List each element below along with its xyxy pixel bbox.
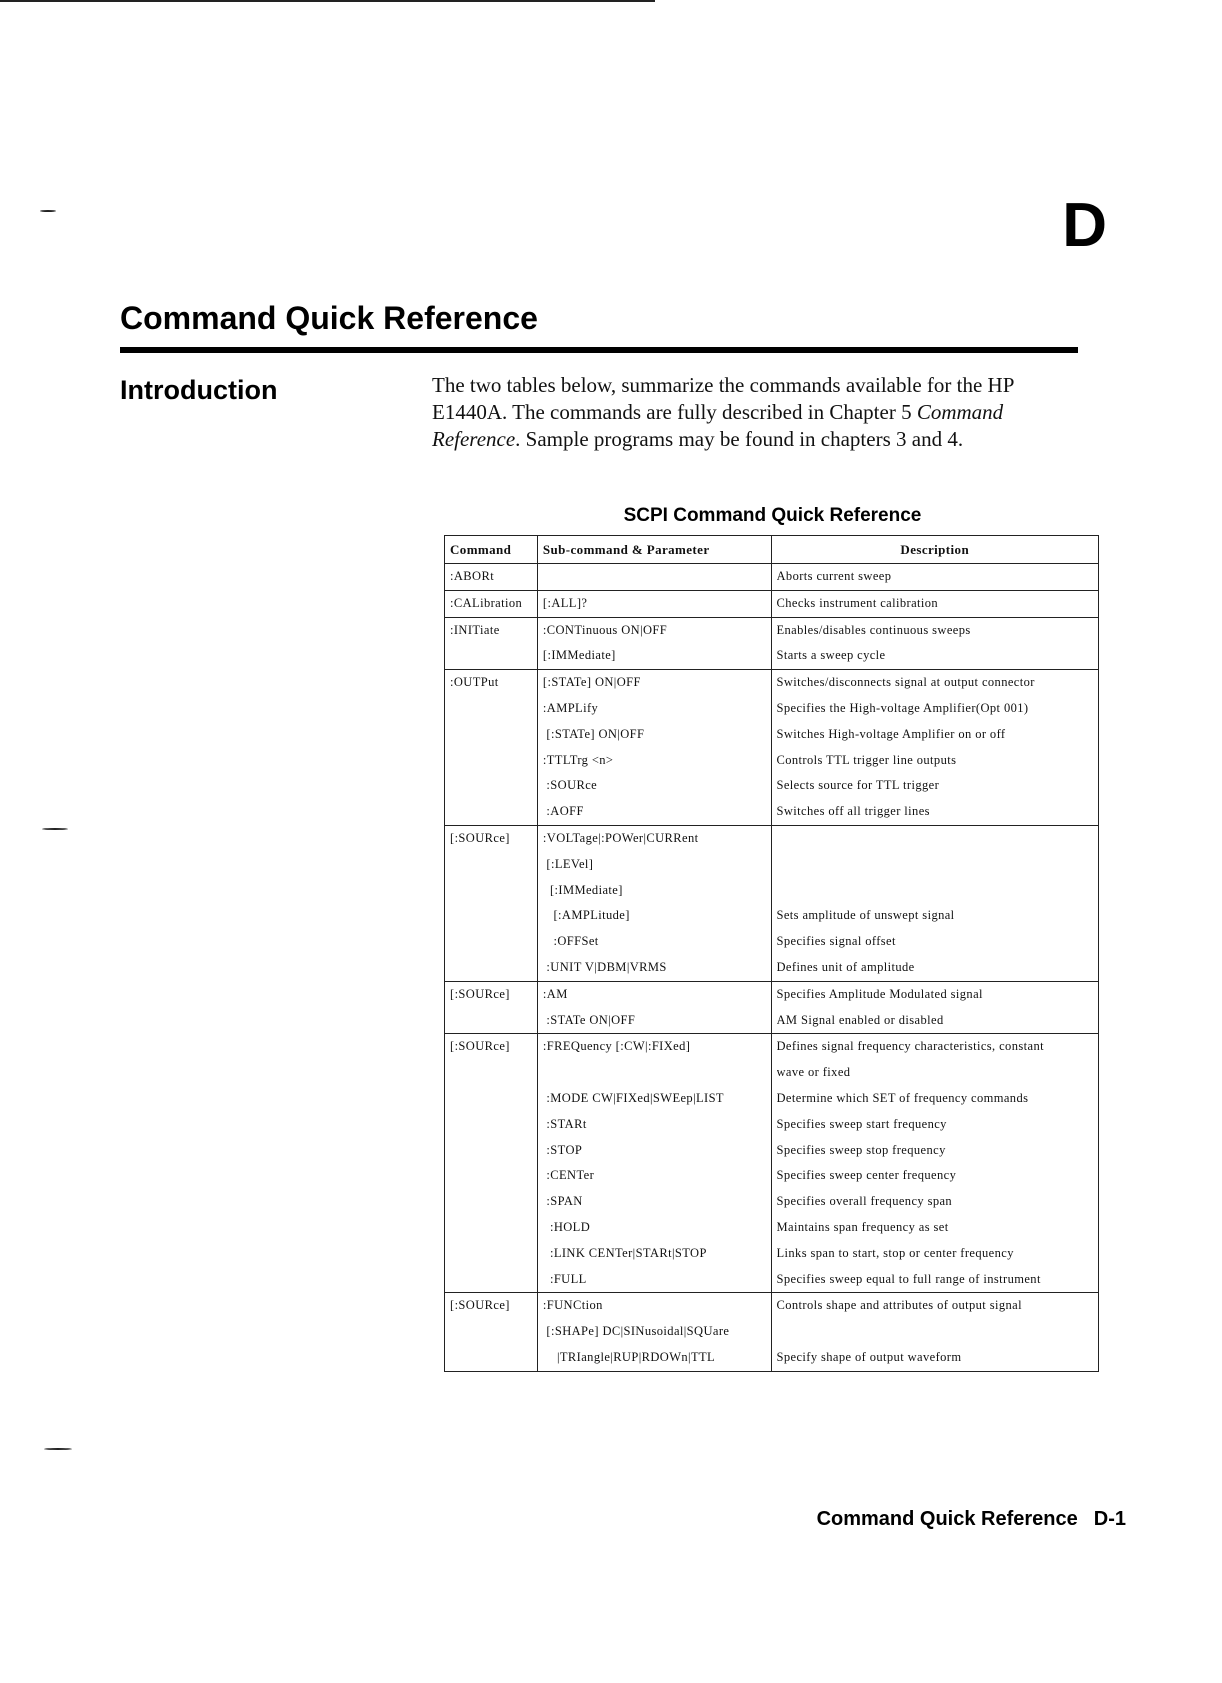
description-line: Switches High-voltage Amplifier on or off: [776, 726, 1006, 741]
description-cell: [771, 1034, 1099, 1293]
command-cell: [445, 670, 538, 826]
command-cell: [445, 590, 538, 617]
table-row: [445, 590, 1099, 617]
table-row: [445, 825, 1099, 981]
column-header-subcommand: Sub-command & Parameter: [537, 536, 771, 564]
description-line: Specifies sweep start frequency: [776, 1116, 947, 1131]
subcommand-line: [:AMPLitude]: [542, 908, 630, 923]
table-row: [445, 670, 1099, 826]
subcommand-cell: [537, 1293, 771, 1371]
command-cell: [445, 825, 538, 981]
subcommand-cell: [537, 590, 771, 617]
title-rule: [120, 347, 1078, 353]
subcommand-line: |TRIangle|RUP|RDOWn|TTL: [542, 1349, 716, 1364]
description-line: Switches off all trigger lines: [776, 804, 930, 819]
subcommand-line: :CONTinuous ON|OFF: [542, 622, 668, 637]
description-line: [777, 826, 1094, 852]
page-number: D-1: [1093, 1508, 1126, 1530]
margin-mark: [42, 828, 68, 830]
chapter-title: Command Quick Reference: [120, 300, 538, 336]
description-line: Specifies overall frequency span: [776, 1194, 953, 1209]
description-line: Enables/disables continuous sweeps: [776, 622, 971, 637]
subcommand-line: :UNIT V|DBM|VRMS: [542, 959, 667, 974]
description-line: Maintains span frequency as set: [776, 1219, 949, 1234]
description-line: [777, 878, 1094, 904]
description-line: Specify shape of output waveform: [776, 1349, 962, 1364]
description-line: Switches/disconnects signal at output connector: [776, 675, 1035, 690]
command-name: [:SOURce]: [450, 1298, 510, 1313]
subcommand-line: :STATe ON|OFF: [542, 1012, 636, 1027]
description-line: Defines unit of amplitude: [776, 959, 915, 974]
description-line: [777, 852, 1094, 878]
margin-mark: [44, 1448, 72, 1450]
table-body: [445, 564, 1099, 1372]
table-row: [445, 617, 1099, 670]
description-line: Specifies the High-voltage Amplifier(Opt 001): [776, 700, 1029, 715]
intro-text: The two tables below, summarize the commands available for the HP E1440A. The commands are fully described in Chapter 5: [432, 373, 1014, 424]
subcommand-line: :VOLTage|:POWer|CURRent: [542, 830, 699, 845]
subcommand-line: [:STATe] ON|OFF: [542, 726, 645, 741]
subcommand-line: [:STATe] ON|OFF: [542, 675, 641, 690]
description-line: Checks instrument calibration: [776, 595, 939, 610]
description-line: Specifies signal offset: [776, 934, 896, 949]
subcommand-cell: [537, 1034, 771, 1293]
subcommand-line: :STARt: [542, 1116, 587, 1131]
subcommand-line: [:SHAPe] DC|SINusoidal|SQUare: [542, 1324, 730, 1339]
subcommand-cell: [537, 564, 771, 591]
command-table: [444, 535, 1099, 1372]
command-name: :INITiate: [450, 622, 500, 637]
command-name: [:SOURce]: [450, 1039, 510, 1054]
description-cell: [771, 981, 1099, 1034]
column-header-command: Command: [445, 536, 538, 564]
description-line: Aborts current sweep: [776, 569, 892, 583]
chapter-reference: Command Reference: [432, 400, 1004, 451]
subcommand-line: [:LEVel]: [542, 856, 594, 871]
subcommand-cell: [537, 981, 771, 1034]
description-line: Controls TTL trigger line outputs: [776, 752, 957, 767]
subcommand-line: :CENTer: [542, 1168, 595, 1183]
description-cell: [771, 617, 1099, 670]
command-name: [:SOURce]: [450, 830, 510, 845]
command-cell: [445, 981, 538, 1034]
table-header-row: [445, 536, 1099, 564]
description-line: Links span to start, stop or center frequency: [776, 1245, 1014, 1260]
subcommand-line: :HOLD: [542, 1219, 591, 1234]
subcommand-line: :SPAN: [542, 1194, 583, 1209]
subcommand-line: :SOURce: [542, 778, 598, 793]
description-line: Defines signal frequency characteristics, constant: [776, 1039, 1044, 1054]
description-cell: [771, 1293, 1099, 1371]
subcommand-line: :FULL: [542, 1271, 587, 1286]
subcommand-line: :AMPLify: [542, 700, 599, 715]
description-line: Specifies sweep equal to full range of instrument: [776, 1271, 1041, 1286]
description-line: Selects source for TTL trigger: [776, 778, 940, 793]
margin-mark: [40, 210, 56, 212]
command-name: :OUTPut: [450, 675, 499, 690]
description-line: Sets amplitude of unswept signal: [776, 908, 955, 923]
description-line: wave or fixed: [776, 1065, 851, 1080]
subcommand-line: :TTLTrg <n>: [542, 752, 614, 767]
command-cell: [445, 1034, 538, 1293]
command-cell: [445, 1293, 538, 1371]
subcommand-line: :FUNCtion: [542, 1298, 603, 1313]
subcommand-line: :STOP: [542, 1142, 583, 1157]
description-cell: [771, 564, 1099, 591]
command-name: :ABORt: [450, 569, 495, 583]
subcommand-line: :OFFSet: [542, 934, 599, 949]
description-cell: [771, 825, 1099, 981]
section-heading: Introduction: [120, 375, 278, 405]
subcommand-line: [:IMMediate]: [542, 882, 623, 897]
description-line: Determine which SET of frequency commands: [776, 1090, 1029, 1105]
intro-text: . Sample programs may be found in chapters 3 and 4.: [515, 427, 964, 451]
description-line: [777, 1319, 1094, 1345]
chapter-letter: D: [1062, 191, 1107, 260]
subcommand-line: :MODE CW|FIXed|SWEep|LIST: [542, 1090, 724, 1105]
table-row: [445, 981, 1099, 1034]
subcommand-line: :LINK CENTer|STARt|STOP: [542, 1245, 707, 1260]
description-cell: [771, 670, 1099, 826]
description-line: Specifies sweep stop frequency: [776, 1142, 946, 1157]
subcommand-line: :AM: [542, 986, 568, 1001]
subcommand-line: :AOFF: [542, 804, 584, 819]
description-line: Specifies sweep center frequency: [776, 1168, 957, 1183]
intro-paragraph: [432, 372, 1092, 453]
footer-title: Command Quick Reference: [816, 1508, 1078, 1530]
command-cell: [445, 564, 538, 591]
description-line: Specifies Amplitude Modulated signal: [776, 986, 983, 1001]
command-name: :CALibration: [450, 595, 523, 610]
table-row: [445, 564, 1099, 591]
subcommand-line: [543, 564, 766, 590]
table-title: SCPI Command Quick Reference: [623, 505, 922, 526]
description-line: AM Signal enabled or disabled: [776, 1012, 944, 1027]
subcommand-cell: [537, 670, 771, 826]
description-line: Controls shape and attributes of output signal: [776, 1298, 1022, 1313]
table-row: [445, 1293, 1099, 1371]
subcommand-line: [:ALL]?: [542, 595, 588, 610]
subcommand-line: :FREQuency [:CW|:FIXed]: [542, 1039, 691, 1054]
subcommand-line: [543, 1060, 766, 1086]
command-name: [:SOURce]: [450, 986, 510, 1001]
description-line: Starts a sweep cycle: [776, 648, 886, 663]
subcommand-cell: [537, 825, 771, 981]
command-cell: [445, 617, 538, 670]
column-header-description: Description: [771, 536, 1099, 564]
description-cell: [771, 590, 1099, 617]
page-footer: [817, 1508, 1126, 1531]
table-row: [445, 1034, 1099, 1293]
top-rule: [0, 0, 655, 2]
subcommand-line: [:IMMediate]: [542, 648, 616, 663]
subcommand-cell: [537, 617, 771, 670]
